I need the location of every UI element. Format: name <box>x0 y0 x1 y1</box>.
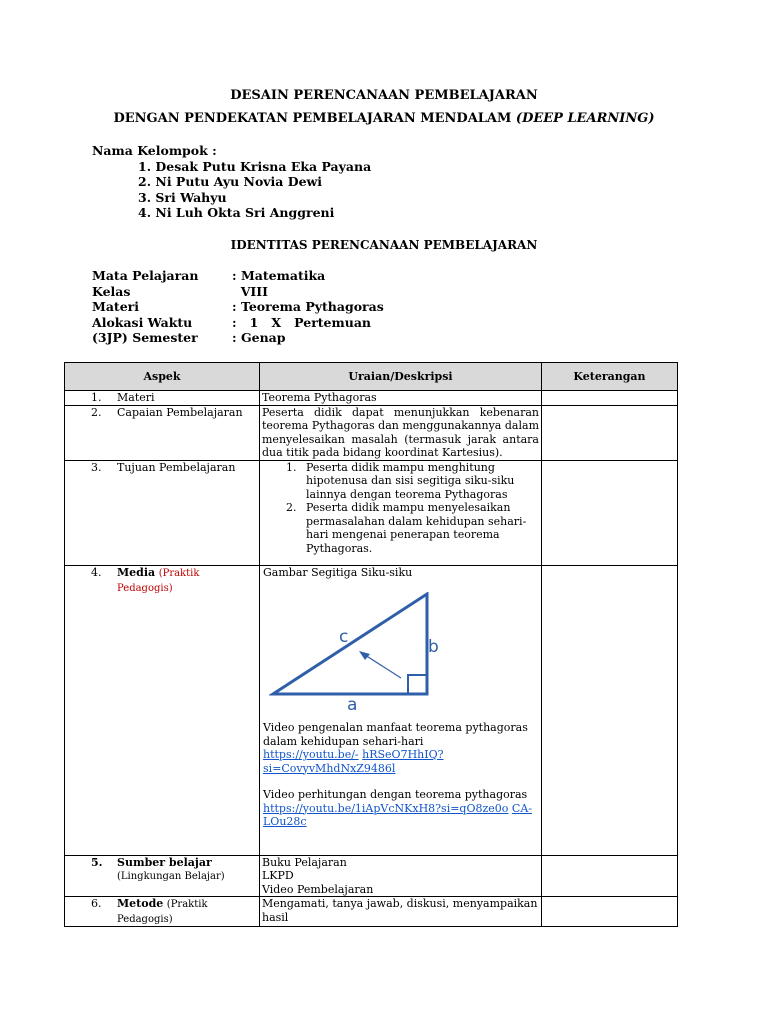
identity-label: (3JP) Semester <box>92 330 198 345</box>
desc-cell <box>260 460 542 566</box>
video1-text: Video pengenalan manfaat teorema pythagoras dalam kehidupan sehari-hari <box>263 721 528 748</box>
header-uraian: Uraian/Deskripsi <box>260 363 542 391</box>
video2-block <box>263 788 539 829</box>
subtitle-main: DENGAN PENDEKATAN PEMBELAJARAN MENDALAM <box>113 111 516 126</box>
header-aspek: Aspek <box>65 363 260 391</box>
triangle-figure <box>269 592 539 716</box>
group-member: 1. Desak Putu Krisna Eka Payana <box>138 158 372 174</box>
note-cell <box>542 855 678 897</box>
identity-row <box>92 330 384 346</box>
source-item: Buku Pelajaran <box>262 855 347 869</box>
aspect-note: (Lingkungan Belajar) <box>117 871 225 882</box>
label-a: a <box>347 694 358 712</box>
identity-label: Alokasi Waktu <box>92 314 193 330</box>
desc-cell: Teorema Pythagoras <box>260 391 542 406</box>
label-b: b <box>428 636 439 657</box>
row-number: 5. <box>91 855 103 869</box>
note-cell <box>542 460 678 566</box>
identity-value: : Genap <box>232 330 286 345</box>
plan-table <box>64 362 678 927</box>
note-cell <box>542 391 678 406</box>
source-item: LKPD <box>262 869 294 882</box>
note-cell <box>542 897 678 927</box>
group-member: 2. Ni Putu Ayu Novia Dewi <box>138 174 323 189</box>
table-row <box>65 897 678 927</box>
group-member: 4. Ni Luh Okta Sri Anggreni <box>138 205 335 220</box>
right-triangle-icon <box>269 592 449 712</box>
aspect-label: Metode <box>117 897 164 910</box>
video1-link[interactable]: hRSeO7HhIQ?si=CovyvMhdNxZ9486l <box>263 748 444 775</box>
aspect-cell <box>65 897 260 927</box>
doc-title: DESAIN PERENCANAAN PEMBELAJARAN <box>230 88 538 103</box>
row-number: 4. <box>91 566 102 579</box>
aspect-label: Tujuan Pembelajaran <box>117 460 236 474</box>
identity-row <box>92 299 384 315</box>
desc-cell: Peserta didik dapat menunjukkan kebenaran teorema Pythagoras dan menggunakannya dalam menyelesaikan masalah (termasuk jarak antara dua titik pada bidang koordinat Kartesius). <box>260 405 542 460</box>
video1-links <box>263 748 539 775</box>
video2-link[interactable]: https://youtu.be/1iApVcNKxH8?si=qO8ze0o <box>263 801 509 815</box>
video2-link[interactable]: CA-LOu28c <box>263 801 532 828</box>
identity-value: : Teorema Pythagoras <box>232 299 384 314</box>
aspect-label: Capaian Pembelajaran <box>117 405 243 419</box>
goals-list <box>262 461 539 556</box>
group-member: 3. Sri Wahyu <box>138 189 227 205</box>
video1-link[interactable]: https://youtu.be/- <box>263 748 359 761</box>
note-cell <box>542 405 678 460</box>
doc-subtitle <box>0 111 768 126</box>
identity-heading: IDENTITAS PERENCANAAN PEMBELAJARAN <box>230 238 538 252</box>
table-row <box>65 460 678 566</box>
identity-value: VIII <box>232 283 268 299</box>
aspect-cell <box>65 391 260 406</box>
label-c: c <box>339 626 349 647</box>
subtitle-italic: (DEEP LEARNING) <box>515 111 655 126</box>
aspect-note: (Praktik Pedagogis) <box>117 568 200 594</box>
source-item: Video Pembelajaran <box>262 882 374 896</box>
aspect-label: Media <box>117 566 156 579</box>
desc-cell <box>260 566 542 856</box>
table-row <box>65 855 678 897</box>
identity-label: Kelas <box>92 283 131 299</box>
table-row <box>65 566 678 856</box>
table-row <box>65 391 678 406</box>
aspect-cell <box>65 405 260 460</box>
aspect-label: Materi <box>117 391 155 404</box>
media-title: Gambar Segitiga Siku-siku <box>263 566 413 579</box>
note-cell <box>542 566 678 856</box>
row-number: 1. <box>91 391 102 404</box>
desc-cell: Mengamati, tanya jawab, diskusi, menyampaikan hasil <box>260 897 542 927</box>
header-keterangan: Keterangan <box>542 363 678 391</box>
aspect-cell <box>65 460 260 566</box>
aspect-cell <box>65 855 260 897</box>
identity-row <box>92 268 384 284</box>
identity-label: Mata Pelajaran <box>92 268 199 283</box>
video2-text: Video perhitungan dengan teorema pythagoras <box>263 788 528 801</box>
aspect-cell <box>65 566 260 856</box>
identity-row <box>92 284 384 300</box>
row-number: 3. <box>91 460 102 474</box>
group-label: Nama Kelompok : <box>92 143 217 158</box>
table-header-row <box>65 363 678 391</box>
goal-item: 2. Peserta didik mampu menyelesaikan permasalahan dalam kehidupan sehari-hari mengenai penerapan teorema Pythagoras. <box>300 501 539 555</box>
identity-value: : Matematika <box>232 268 326 283</box>
aspect-label: Sumber belajar <box>117 855 212 869</box>
group-section <box>92 143 371 221</box>
identity-label: Materi <box>92 299 139 314</box>
table-row <box>65 405 678 460</box>
aspect-note: (Praktik Pedagogis) <box>117 899 208 925</box>
identity-list <box>92 268 384 346</box>
identity-value: : 1 X Pertemuan <box>232 314 372 330</box>
row-number: 2. <box>91 405 102 419</box>
goal-item: 1. Peserta didik mampu menghitung hipotenusa dan sisi segitiga siku-siku lainnya dengan teorema Pythagoras <box>300 461 539 502</box>
desc-cell <box>260 855 542 897</box>
identity-row <box>92 315 384 331</box>
row-number: 6. <box>91 897 102 910</box>
